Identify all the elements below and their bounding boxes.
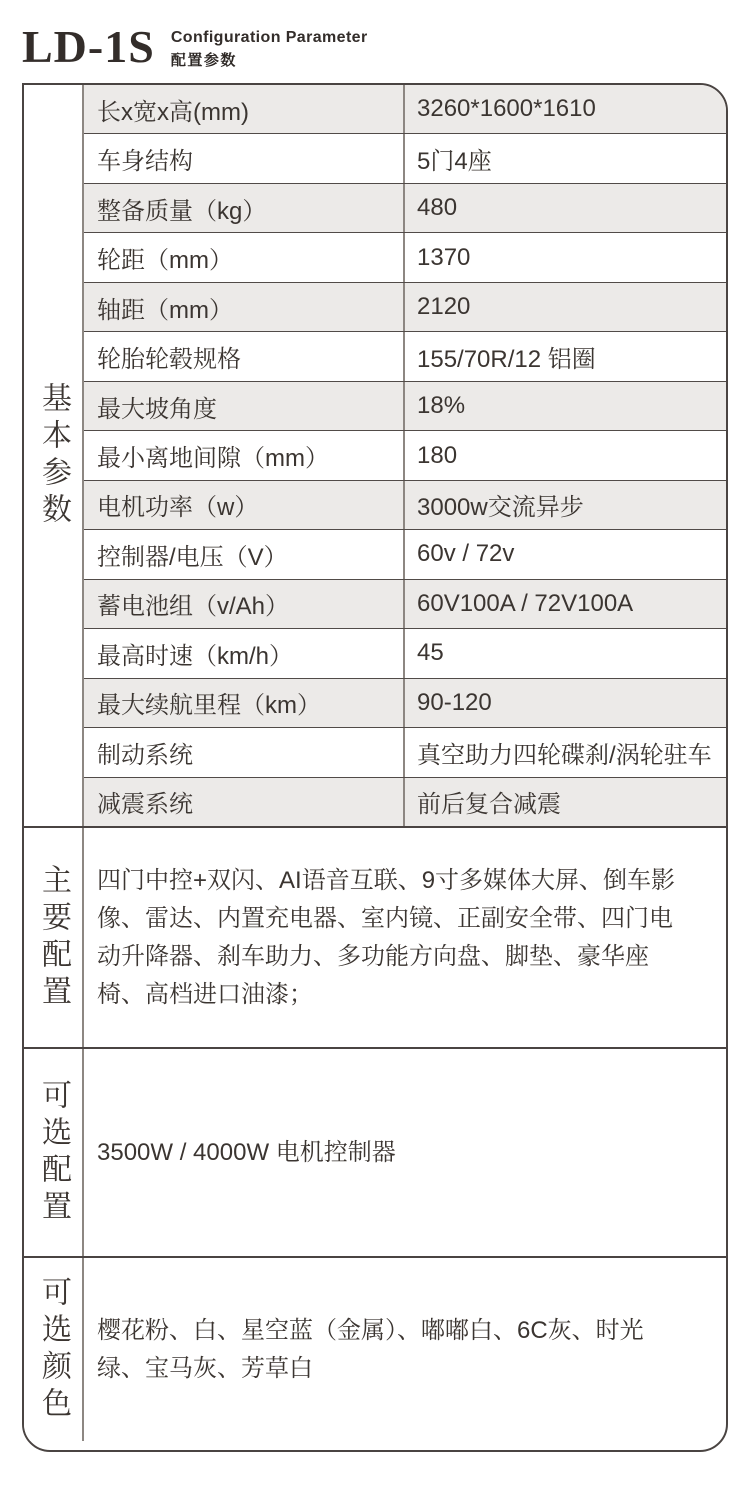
table-row: [84, 529, 726, 578]
table-row: [84, 381, 726, 430]
param-name: 电机功率（w）: [84, 481, 405, 529]
param-value: 3000w交流异步: [417, 494, 584, 522]
param-name: 最高时速（km/h）: [84, 629, 405, 677]
main-config-text: 四门中控+双闪、AI语音互联、9寸多媒体大屏、倒车影像、雷达、内置充电器、室内镜、正副安全带、四门电动升降器、刹车助力、多功能方向盘、脚垫、豪华座椅、高档进口油漆；: [97, 866, 676, 1008]
section-label-optional-config: 可选配置: [24, 1049, 84, 1256]
table-row: [84, 133, 726, 182]
section-optional-config: [24, 1047, 726, 1256]
param-name: 减震系统: [84, 778, 405, 826]
param-name: 长x宽x高(mm): [84, 85, 405, 133]
param-value: 前后复合减震: [417, 791, 561, 819]
param-value: 真空助力四轮碟刹/涡轮驻车: [417, 741, 712, 769]
subtitle-english: Configuration Parameter: [170, 29, 368, 46]
param-name: 最大续航里程（km）: [84, 679, 405, 727]
model-name: LD-1S: [22, 21, 155, 72]
table-row: [84, 331, 726, 380]
param-name: 制动系统: [84, 728, 405, 776]
table-row: [84, 579, 726, 628]
param-name: 蓄电池组（v/Ah）: [84, 580, 405, 628]
param-value: 60v / 72v: [417, 540, 515, 568]
table-row: [84, 430, 726, 479]
param-value: 2120: [417, 293, 471, 321]
param-value: 45: [417, 639, 444, 667]
spec-table: [22, 83, 728, 1452]
param-name: 轴距（mm）: [84, 283, 405, 331]
param-value: 3260*1600*1610: [417, 95, 596, 123]
table-row: [84, 480, 726, 529]
optional-colors-text: 樱花粉、白、星空蓝（金属）、嘟嘟白、6C灰、时光绿、宝马灰、芳草白: [97, 1316, 644, 1382]
param-value: 480: [417, 194, 458, 222]
param-value: 18%: [417, 392, 466, 420]
section-label-optional-colors: 可选颜色: [24, 1258, 84, 1441]
param-value: 1370: [417, 243, 471, 271]
section-main-config: [24, 826, 726, 1047]
table-row: [84, 678, 726, 727]
table-row: [84, 727, 726, 776]
table-row: [84, 183, 726, 232]
basic-params-rows: [84, 85, 726, 826]
param-name: 控制器/电压（V）: [84, 530, 405, 578]
param-value: 60V100A / 72V100A: [417, 589, 634, 617]
header-subtitles: [171, 29, 368, 70]
param-name: 轮胎轮毂规格: [84, 332, 405, 380]
param-value: 155/70R/12 铝圈: [417, 346, 596, 374]
table-row: [84, 282, 726, 331]
param-name: 车身结构: [84, 134, 405, 182]
section-basic-params: [24, 85, 726, 826]
param-name: 整备质量（kg）: [84, 184, 405, 232]
param-value: 180: [417, 441, 458, 469]
param-value: 90-120: [417, 688, 492, 716]
param-value: 5门4座: [417, 148, 492, 176]
table-row: [84, 232, 726, 281]
param-name: 最小离地间隙（mm）: [84, 431, 405, 479]
optional-config-text: 3500W / 4000W 电机控制器: [97, 1138, 396, 1166]
table-row: [84, 777, 726, 826]
param-name: 最大坡角度: [84, 382, 405, 430]
section-label-basic-params: 基本参数: [24, 85, 84, 826]
section-optional-colors: [24, 1256, 726, 1441]
table-row: [84, 85, 726, 133]
section-label-main-config: 主要配置: [24, 828, 84, 1047]
table-row: [84, 628, 726, 677]
param-name: 轮距（mm）: [84, 233, 405, 281]
page-header: [22, 21, 368, 72]
subtitle-chinese: 配置参数: [170, 51, 237, 69]
